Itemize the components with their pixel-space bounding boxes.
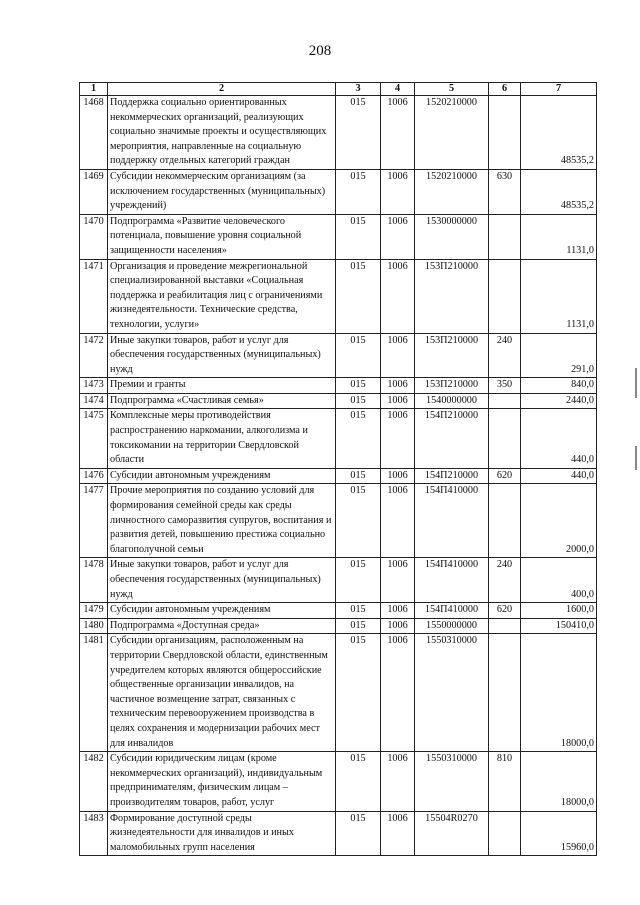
row-name: Субсидии автономным учреждениям xyxy=(108,468,336,484)
row-section-code: 1006 xyxy=(381,603,415,619)
page-number: 208 xyxy=(308,43,332,59)
row-expense-type xyxy=(489,409,521,468)
row-section-code: 1006 xyxy=(381,752,415,811)
row-amount: 2000,0 xyxy=(521,484,597,558)
row-number: 1470 xyxy=(80,214,108,259)
scan-edge-mark xyxy=(635,368,637,398)
row-name: Поддержка социально ориентированных некоммерческих организаций, реализующих социально значимые проекты и осуществляющих мероприятия, направленные на социальную поддержку отдельных категорий граждан xyxy=(108,96,336,170)
header-col-3: 3 xyxy=(336,83,381,96)
header-col-2: 2 xyxy=(108,83,336,96)
row-expense-type: 240 xyxy=(489,558,521,603)
row-section-code: 1006 xyxy=(381,634,415,752)
row-target-code: 1550000000 xyxy=(415,618,489,634)
row-name: Премии и гранты xyxy=(108,378,336,394)
row-target-code: 153П210000 xyxy=(415,333,489,378)
row-amount: 840,0 xyxy=(521,378,597,394)
table-row xyxy=(80,169,597,214)
row-name: Субсидии некоммерческим организациям (за исключением государственных (муниципальных) учреждений) xyxy=(108,169,336,214)
row-ministry-code: 015 xyxy=(336,259,381,333)
budget-table xyxy=(79,82,597,856)
row-section-code: 1006 xyxy=(381,558,415,603)
row-amount: 1131,0 xyxy=(521,214,597,259)
row-ministry-code: 015 xyxy=(336,409,381,468)
table-row xyxy=(80,468,597,484)
table-row xyxy=(80,484,597,558)
row-name: Формирование доступной среды жизнедеятельности для инвалидов и иных маломобильных групп населения xyxy=(108,811,336,856)
row-number: 1475 xyxy=(80,409,108,468)
row-section-code: 1006 xyxy=(381,96,415,170)
row-ministry-code: 015 xyxy=(336,378,381,394)
row-expense-type: 350 xyxy=(489,378,521,394)
row-amount: 18000,0 xyxy=(521,634,597,752)
row-name: Субсидии автономным учреждениям xyxy=(108,603,336,619)
table-row xyxy=(80,618,597,634)
row-name: Подпрограмма «Развитие человеческого потенциала, повышение уровня социальной защищенности населения» xyxy=(108,214,336,259)
row-ministry-code: 015 xyxy=(336,96,381,170)
row-target-code: 1550310000 xyxy=(415,634,489,752)
row-ministry-code: 015 xyxy=(336,333,381,378)
row-name: Комплексные меры противодействия распространению наркомании, алкоголизма и токсикомании на территории Свердловской области xyxy=(108,409,336,468)
row-ministry-code: 015 xyxy=(336,634,381,752)
table-row xyxy=(80,752,597,811)
table-row xyxy=(80,259,597,333)
row-section-code: 1006 xyxy=(381,618,415,634)
row-number: 1481 xyxy=(80,634,108,752)
row-section-code: 1006 xyxy=(381,214,415,259)
row-target-code: 1550310000 xyxy=(415,752,489,811)
row-number: 1482 xyxy=(80,752,108,811)
row-amount: 440,0 xyxy=(521,409,597,468)
row-expense-type xyxy=(489,96,521,170)
row-amount: 1131,0 xyxy=(521,259,597,333)
row-expense-type xyxy=(489,634,521,752)
row-ministry-code: 015 xyxy=(336,618,381,634)
row-section-code: 1006 xyxy=(381,333,415,378)
row-expense-type: 630 xyxy=(489,169,521,214)
row-section-code: 1006 xyxy=(381,811,415,856)
table-row xyxy=(80,558,597,603)
row-name: Прочие мероприятия по созданию условий для формирования семейной среды как среды личностного саморазвития супругов, воспитания и развития детей, повышению престижа социально благополучной семьи xyxy=(108,484,336,558)
row-number: 1483 xyxy=(80,811,108,856)
row-name: Иные закупки товаров, работ и услуг для обеспечения государственных (муниципальных) нужд xyxy=(108,558,336,603)
row-target-code: 1540000000 xyxy=(415,393,489,409)
table-row xyxy=(80,214,597,259)
row-amount: 1600,0 xyxy=(521,603,597,619)
row-number: 1477 xyxy=(80,484,108,558)
row-expense-type: 240 xyxy=(489,333,521,378)
table-row xyxy=(80,96,597,170)
row-number: 1468 xyxy=(80,96,108,170)
row-number: 1479 xyxy=(80,603,108,619)
row-section-code: 1006 xyxy=(381,169,415,214)
row-ministry-code: 015 xyxy=(336,169,381,214)
row-target-code: 1530000000 xyxy=(415,214,489,259)
row-amount: 2440,0 xyxy=(521,393,597,409)
row-ministry-code: 015 xyxy=(336,468,381,484)
row-ministry-code: 015 xyxy=(336,484,381,558)
row-name: Организация и проведение межрегиональной специализированной выставки «Социальная поддержка и реабилитация лиц с ограничениями жизнедеятельности. Технические средства, технологии, услуги» xyxy=(108,259,336,333)
row-number: 1473 xyxy=(80,378,108,394)
row-name: Иные закупки товаров, работ и услуг для обеспечения государственных (муниципальных) нужд xyxy=(108,333,336,378)
table-row xyxy=(80,378,597,394)
row-section-code: 1006 xyxy=(381,468,415,484)
table-row xyxy=(80,333,597,378)
header-col-5: 5 xyxy=(415,83,489,96)
table-row xyxy=(80,634,597,752)
table-header-row xyxy=(80,83,597,96)
header-col-1: 1 xyxy=(80,83,108,96)
row-number: 1478 xyxy=(80,558,108,603)
row-expense-type: 620 xyxy=(489,603,521,619)
row-amount: 18000,0 xyxy=(521,752,597,811)
row-number: 1480 xyxy=(80,618,108,634)
row-name: Субсидии организациям, расположенным на территории Свердловской области, единственным учредителем которых являются общероссийские общественные организации инвалидов, на частичное возмещение затрат, связанных с техническим перевооружением производства в целях сохранения и модернизации рабочих мест для инвалидов xyxy=(108,634,336,752)
row-ministry-code: 015 xyxy=(336,603,381,619)
row-amount: 15960,0 xyxy=(521,811,597,856)
header-col-7: 7 xyxy=(521,83,597,96)
row-name: Подпрограмма «Счастливая семья» xyxy=(108,393,336,409)
row-section-code: 1006 xyxy=(381,393,415,409)
row-target-code: 153П210000 xyxy=(415,259,489,333)
table-row xyxy=(80,393,597,409)
row-target-code: 153П210000 xyxy=(415,378,489,394)
row-target-code: 1520210000 xyxy=(415,169,489,214)
row-ministry-code: 015 xyxy=(336,752,381,811)
row-target-code: 154П410000 xyxy=(415,484,489,558)
row-section-code: 1006 xyxy=(381,378,415,394)
row-section-code: 1006 xyxy=(381,259,415,333)
row-name: Подпрограмма «Доступная среда» xyxy=(108,618,336,634)
row-expense-type xyxy=(489,393,521,409)
row-expense-type xyxy=(489,259,521,333)
row-amount: 48535,2 xyxy=(521,169,597,214)
row-target-code: 154П410000 xyxy=(415,558,489,603)
row-amount: 440,0 xyxy=(521,468,597,484)
row-amount: 400,0 xyxy=(521,558,597,603)
row-expense-type xyxy=(489,484,521,558)
row-ministry-code: 015 xyxy=(336,214,381,259)
row-ministry-code: 015 xyxy=(336,393,381,409)
header-col-6: 6 xyxy=(489,83,521,96)
row-target-code: 154П210000 xyxy=(415,409,489,468)
row-expense-type: 620 xyxy=(489,468,521,484)
row-amount: 150410,0 xyxy=(521,618,597,634)
table-row xyxy=(80,811,597,856)
row-section-code: 1006 xyxy=(381,409,415,468)
table-row xyxy=(80,409,597,468)
row-expense-type xyxy=(489,811,521,856)
row-section-code: 1006 xyxy=(381,484,415,558)
row-target-code: 154П410000 xyxy=(415,603,489,619)
row-target-code: 1520210000 xyxy=(415,96,489,170)
row-ministry-code: 015 xyxy=(336,558,381,603)
row-number: 1471 xyxy=(80,259,108,333)
row-expense-type: 810 xyxy=(489,752,521,811)
row-ministry-code: 015 xyxy=(336,811,381,856)
row-number: 1474 xyxy=(80,393,108,409)
row-target-code: 154П210000 xyxy=(415,468,489,484)
row-name: Субсидии юридическим лицам (кроме некоммерческих организаций), индивидуальным предпринимателям, физическим лицам – производителям товаров, работ, услуг xyxy=(108,752,336,811)
scan-edge-mark xyxy=(635,446,637,470)
row-target-code: 15504R0270 xyxy=(415,811,489,856)
row-number: 1476 xyxy=(80,468,108,484)
row-amount: 291,0 xyxy=(521,333,597,378)
header-col-4: 4 xyxy=(381,83,415,96)
row-expense-type xyxy=(489,618,521,634)
row-expense-type xyxy=(489,214,521,259)
row-number: 1469 xyxy=(80,169,108,214)
table-row xyxy=(80,603,597,619)
row-number: 1472 xyxy=(80,333,108,378)
row-amount: 48535,2 xyxy=(521,96,597,170)
